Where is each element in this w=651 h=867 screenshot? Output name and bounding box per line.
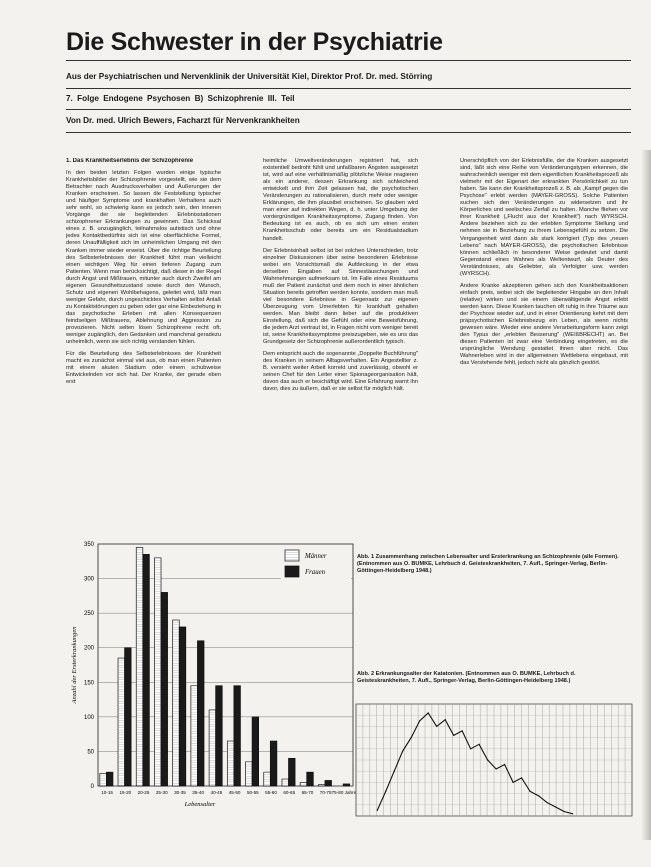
y-tick-label: 150: [83, 680, 94, 687]
data-point: [385, 791, 386, 792]
bar-frauen: [216, 686, 223, 786]
x-tick-label: 10-15: [101, 790, 113, 795]
bar-maenner: [318, 785, 325, 786]
y-tick-label: 300: [83, 576, 94, 583]
figure-1-chart: [66, 536, 361, 816]
page-edge-shadow: [641, 150, 651, 840]
text-column-2: [263, 158, 418, 490]
y-tick-label: 250: [83, 611, 94, 618]
bar-frauen: [307, 772, 314, 786]
bar-frauen: [179, 627, 186, 786]
figure-2-chart: [352, 698, 637, 820]
data-point: [504, 764, 505, 765]
x-tick-label: 75-80 Jahre: [331, 790, 357, 795]
data-point: [402, 750, 403, 751]
bar-maenner: [136, 547, 143, 786]
rule-4: [66, 132, 631, 133]
data-point: [470, 748, 471, 749]
bar-maenner: [100, 774, 107, 786]
author-line: Von Dr. med. Ulrich Bewers, Facharzt für Nervenkrankheiten: [66, 116, 300, 125]
bar-maenner: [191, 686, 198, 786]
data-point: [496, 768, 497, 769]
data-point: [487, 759, 488, 760]
paragraph: Unerschöpflich von der Erlebnisfülle, der die Kranken ausgesetzt sind, läßt sich eine Reihe von Veränderungstypen erkennen, die wahrscheinlich weniger mit dem eigentlichen Krankheitsprozeß als vielmehr mit der Eigenart der erkrankten Persönlichkeit zu tun haben. Sie kann der Krankheitsprozeß z. B. als „Kampf gegen die Psychose" erlebt werden (MAYER-GROSS). Solche Patienten suchen sich den Veränderungen zu widersetzen und ihr Körperliches und seelisches Zerfall zu halten. Manche fliehen vor ihrer Krankheit („Flucht aus der Krankheit") nach WYRSCH. Andere beziehen sich zu der erlebten Symptome Stellung und nehmen sie in Beziehung zu ihrem Lebensgefühl zu setzen. Die Vergangenheit wird dann als stark korrigiert (Typ des „neuen Lebens" nach MAYER-GROSS), die psychotischen Erlebnisse können schließlich in besonderer Weise gedeutet und damit Gegenstand eines Wahnes als Weltentwurf, als Deuter des Verständnisses, als Geliebter, als Verfolgter usw. werden (WYRSCH).: [460, 158, 628, 277]
data-point: [546, 802, 547, 803]
data-point: [538, 795, 539, 796]
y-tick-label: 200: [83, 645, 94, 652]
legend-swatch: [285, 566, 299, 577]
institution-line: Aus der Psychiatrischen und Nervenklinik der Universität Kiel, Direktor Prof. Dr. med. Störring: [66, 72, 433, 81]
bar-frauen: [270, 741, 277, 786]
text-column-3: [460, 158, 628, 490]
x-tick-label: 50-55: [246, 790, 259, 795]
figure-2-caption: Abb. 2 Erkrankungsalter der Katatonien. (Entnommen aus O. BUMKE, Lehrbuch d. Geisteskrankheiten, 7. Aufl., Springer-Verlag, Berlin-Göttingen-Heidelberg 1948.): [357, 671, 576, 684]
bar-frauen: [325, 780, 332, 786]
x-tick-label: 55-60: [265, 790, 277, 795]
rule-3: [66, 109, 631, 110]
data-point: [453, 735, 454, 736]
bar-maenner: [300, 783, 307, 786]
y-axis-label: Anzahl der Ersterkrankungen: [71, 626, 78, 704]
bar-frauen: [289, 758, 296, 786]
bar-frauen: [252, 717, 259, 786]
data-point: [411, 737, 412, 738]
data-point: [394, 771, 395, 772]
paragraph: In den beiden letzten Folgen wurden einige typische Krankheitsbilder der Schizophrenie vorgestellt, wie sie dem Betrachter nach Ausdrucksverhalten und Äußerungen der Kranken erscheinen. So lassen die Feststellung typischer und häufiger Symptome und krankhaften Verhaltens auch sehr wohl, so schwierig kann es jedoch sein, den inneren Vorgänge der sie begleitenden Erlebnisstationen schizophrener Erkrankungen zu gewinnen. Das Schicksal eines z. B. unzugänglich, teilnahmslos autistisch und ohne jedes Kontaktbedürfnis sich ist eine oberflächliche Formel, deren Unauffälligkeit sich im unheimlichen Umgang mit den Kranken immer wieder erweist. Über die richtige Beurteilung des Selbsterlebnisses der Krankheit führt man vielleicht einen wichtigen Weg für einen tieferen Zugang zum Patienten. Wenn man berücksichtigt, daß dieser in der Regel durch Angst und Mißtrauen, mitunter auch durch Zweifel am eigenen Gesundheitszustand sowie durch den Wunsch, Schutz und eigenen Wohlbehagens, geleitet wird, läßt man weniger Gefahr, durch ungeschicktes Verhalten selbst Anlaß zu Kontaktstörungen zu geben oder gar eine Einbeziehung in das psychotische Erleben mit allen Konsequenzen feindseligen Mißtrauens, Ablehnung und Aggression zu provozieren. Nicht selten lösen Schizophrene recht oft, weniger zugänglich, den Gedanken und manchmal geradezu unheimlich, wenn sie sich richtig verstanden fühlen.: [66, 170, 221, 346]
bar-maenner: [227, 741, 234, 786]
data-point: [419, 720, 420, 721]
data-point: [479, 744, 480, 745]
data-point: [377, 810, 378, 811]
figure-1-caption: Abb. 1 Zusammenhang zwischen Lebensalter und Ersterkrankung an Schizophrenie (alle Formen). (Entnommen aus O. BUMKE, Lehrbuch d. Geisteskrankheiten, 7. Aufl., Springer-Verlag, Berlin-Göttingen-Heidelberg 1948.): [357, 554, 619, 574]
section-heading: 1. Das Krankheitserlebnis der Schizophrenie: [66, 158, 194, 164]
data-point: [445, 719, 446, 720]
x-tick-label: 40-45: [210, 790, 223, 795]
bar-chart: [66, 536, 361, 816]
data-point: [555, 806, 556, 807]
x-tick-label: 45-50: [228, 790, 241, 795]
legend-label: Männer: [305, 553, 327, 560]
title-rule: [66, 60, 631, 61]
bar-maenner: [264, 772, 271, 786]
x-tick-label: 15-20: [119, 790, 132, 795]
bar-maenner: [173, 620, 180, 786]
text-column-1: [66, 158, 221, 490]
series-line: 7. Folge Endogene Psychosen B) Schizophrenie III. Teil: [66, 94, 295, 103]
data-point: [529, 791, 530, 792]
series-line: [377, 713, 572, 814]
legend-label: Frauen: [305, 569, 326, 576]
data-point: [513, 782, 514, 783]
x-tick-label: 70-75: [319, 790, 332, 795]
bar-maenner: [282, 779, 289, 786]
data-point: [428, 712, 429, 713]
bar-frauen: [125, 648, 132, 786]
paragraph: Dem entspricht auch die sogenannte „Doppelte Buchführung" des Kranken in seinem Alltagsverhalten. Ein Angestellter z. B. versieht weiter Arbeit korrekt und zuverlässig, obwohl er seinen Chef für den Leiter einer Spionageorganisation hält, davon das auch er beschäftigt wird. Eine Erfahrung warnt ihn davor, dies zu äußern, daß er sie selbst für möglich hält.: [263, 351, 418, 393]
y-tick-label: 50: [87, 749, 94, 756]
bar-frauen: [234, 686, 241, 786]
line-chart: [352, 698, 637, 820]
y-tick-label: 100: [83, 714, 94, 721]
data-point: [462, 730, 463, 731]
bar-frauen: [161, 592, 168, 786]
bar-frauen: [343, 784, 350, 786]
x-axis-label: Lebensalter: [184, 801, 216, 808]
paragraph: Der Erlebnisinhalt selbst ist bei solchen Unterschieden, trotz einzelner Diskussionen über seine besonderen Erlebnisse wobei ein Vorsichtsmaß die Aufdeckung in der etwa derselben Eingaben auf Sinnestäuschungen und Wahrnehmungen aufmerksam ist. Im Falle eines Residuums muß der Patient zunächst und dem noch in einer ähnlichen Situation bereits getroffen werden konnte, sondern man muß viel besondere Erlebnisse in Gegensatz zur eigenen Überzeugung vom Umerlebten für krankhaft gehalten werden. Man bleibt dann lieber auf die produktiven Einstellung, daß sich die Gefühl oder eine Beweisführung, die jedem Arzt vertraut ist, in Fragen nicht vom weniger bereit ist, seine Krankheitssymptome preiszugeben, wie es uns das Grundgesetz der Schizophrenie außerordentlich typisch.: [263, 247, 418, 346]
bar-maenner: [154, 558, 161, 786]
data-point: [436, 726, 437, 727]
bar-frauen: [106, 772, 113, 786]
x-tick-label: 35-40: [192, 790, 205, 795]
x-tick-label: 65-70: [301, 790, 314, 795]
x-tick-label: 30-35: [174, 790, 186, 795]
rule-2: [66, 88, 631, 89]
data-point: [563, 811, 564, 812]
paragraph: Andere Kranke akzeptieren gehen sich den Krankheitsaktionen einfach preis, wobei sich die begleitender Hingabe an den Inhalt (relative) wirken und sie einem überwältigende Angst erlebt werden kann. Diese Kranken tauchen oft ruhig in ihre Träume aus der Psychose wieder auf, und in einer Orientierung kehrt mit dem präpsychotischen Erlebnisbezug ein Leben, als wenn nichts gewesen wäre. Wieder eine andere Verarbeitungsform kann zeigt den Typus der „erlebten Besserung" (WEIßBRECHT) an. Bei diesen Patienten ist zwar eine Verbindung eingetreten, es die ursprüngliche Wendung gestattet ihnen aber nicht. Das Wahnerleben wird in der allgemeinen Weltlebens eingebaut, mit das Verstehende fehlt, jedoch nicht als gänzlich gestört.: [460, 282, 628, 367]
bar-frauen: [143, 554, 150, 786]
y-tick-label: 350: [83, 542, 94, 548]
paragraph: heimliche Umweltveränderungen registriert hat, sich existentiell bedroht fühlt und unfaßbaren Ängsten ausgesetzt ist, wird auf eine verhältnismäßig plötzliche Weise reagieren als ein anderer, dessen Erkrankung sich schleichend entwickelt und ihm Zeit gelassen hat, die psychotischen Veränderungen zu rationalisieren, durch mehr oder weniger Erklärungen, die ihm plausibel erscheinen. So glauben wird man einer auf indirekten Wegen, d. h. unter Umgebung der vordergründigen Krankheitssymptome, Zugang finden. Von Bedeutung ist es auch, ob es sich um einen ersten Krankheitsschub oder bereits um ein Residualstadium handelt.: [263, 158, 418, 242]
y-tick-label: 0: [90, 784, 94, 790]
data-point: [572, 813, 573, 814]
legend-swatch: [285, 550, 299, 561]
page-title: Die Schwester in der Psychiatrie: [66, 28, 443, 56]
paragraph: Für die Beurteilung des Selbsterlebnisses der Krankheit macht es zunächst einmal viel aus, ob man einen Patienten mit einem akuten Stadium oder einem schubweise Entwickelnden vor sich hat. Der Kranke, der gerade eben erst: [66, 351, 221, 386]
x-tick-label: 60-65: [283, 790, 296, 795]
bar-maenner: [209, 710, 216, 786]
x-tick-label: 25-30: [155, 790, 168, 795]
bar-frauen: [197, 641, 204, 786]
x-tick-label: 20-25: [137, 790, 150, 795]
data-point: [521, 777, 522, 778]
